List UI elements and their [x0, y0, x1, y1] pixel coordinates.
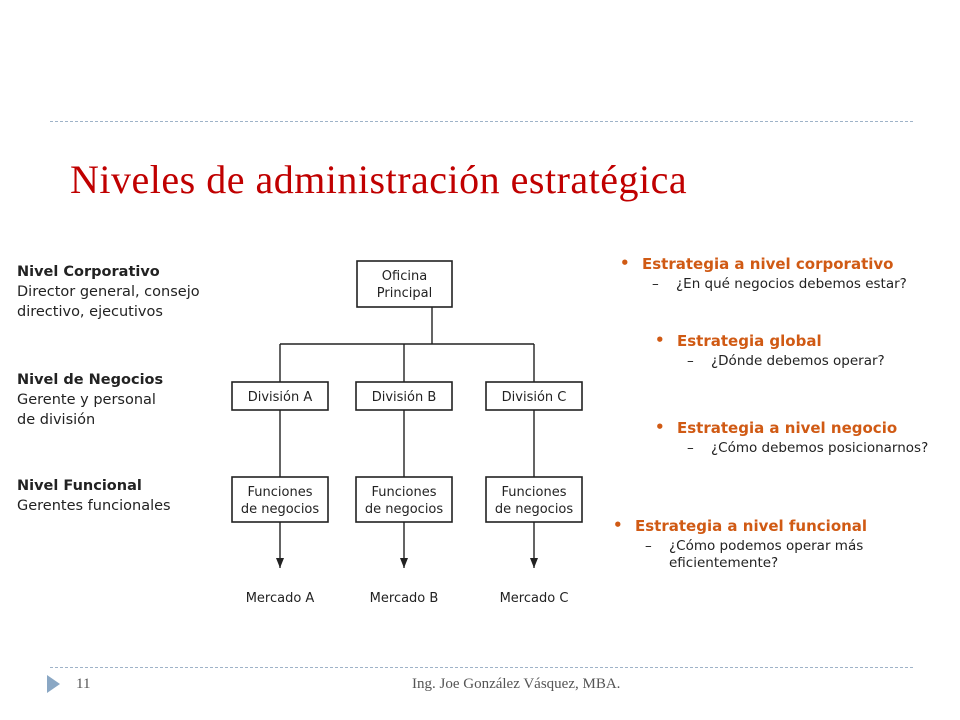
bottom-divider	[50, 667, 913, 668]
strategy-question: – ¿En qué negocios debemos estar?	[652, 276, 907, 292]
footer-author: Ing. Joe González Vásquez, MBA.	[412, 676, 621, 692]
division-label: División C	[501, 390, 567, 405]
head-office-label: Oficina	[381, 269, 428, 284]
strategy-corporate	[642, 255, 907, 293]
functions-label: Funciones	[371, 485, 437, 500]
division-label: División A	[247, 390, 313, 405]
functions-label: de negocios	[494, 502, 574, 517]
level-heading: Nivel Corporativo	[17, 264, 160, 280]
slide-title: Niveles de administración estratégica	[70, 157, 688, 202]
market-label: Mercado B	[369, 591, 439, 606]
strategy-question: – ¿Dónde debemos operar?	[687, 353, 885, 369]
strategy-business	[677, 419, 928, 457]
functions-label: de negocios	[240, 502, 320, 517]
strategy-question: – ¿Cómo podemos operar más eficientemente?	[645, 538, 864, 571]
level-heading: Nivel Funcional	[17, 478, 142, 494]
strategy-global	[677, 332, 885, 370]
strategy-title: • Estrategia global	[677, 332, 885, 350]
head-office-label: Principal	[376, 286, 433, 301]
functions-label: de negocios	[364, 502, 444, 517]
division-label: División B	[371, 390, 437, 405]
level-heading: Nivel de Negocios	[17, 372, 164, 388]
strategy-title: • Estrategia a nivel negocio	[677, 419, 928, 437]
strategy-title: • Estrategia a nivel corporativo	[642, 255, 907, 273]
functions-label: Funciones	[501, 485, 567, 500]
strategy-title: • Estrategia a nivel funcional	[635, 517, 867, 535]
level-description: Gerente y personal de división	[17, 392, 156, 428]
level-description: Director general, consejo directivo, ejecutivos	[17, 284, 200, 320]
strategy-functional	[635, 517, 867, 572]
market-label: Mercado C	[499, 591, 569, 606]
strategy-question: – ¿Cómo debemos posicionarnos?	[687, 440, 929, 456]
market-label: Mercado A	[245, 591, 315, 606]
triangle-bullet-icon	[47, 675, 60, 693]
functions-label: Funciones	[247, 485, 313, 500]
page-number: 11	[76, 676, 91, 692]
level-description: Gerentes funcionales	[17, 498, 171, 514]
